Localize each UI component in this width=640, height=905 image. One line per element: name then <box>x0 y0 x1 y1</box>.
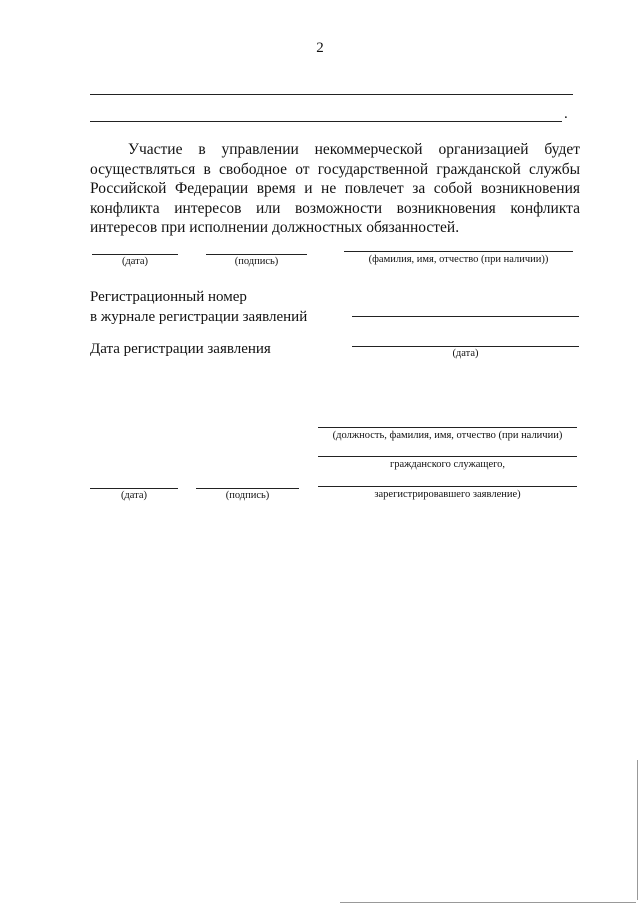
registration-date-caption: (дата) <box>452 348 479 359</box>
blank-line-2 <box>90 121 562 122</box>
registration-number-label <box>90 287 307 327</box>
registration-number-label-line2: в журнале регистрации заявлений <box>90 309 308 325</box>
scan-edge-bottom <box>340 902 636 903</box>
registration-date-label: Дата регистрации заявления <box>90 341 271 357</box>
registrar-position-caption: (должность, фамилия, имя, отчество (при наличии) <box>332 430 563 441</box>
registrar-date-line <box>90 488 178 489</box>
applicant-signature-line <box>206 254 307 255</box>
registrar-signature-line <box>196 488 299 489</box>
registration-number-label-line1: Регистрационный номер <box>90 289 247 305</box>
registration-date-line <box>352 346 579 347</box>
statement-text: Участие в управлении некоммерческой организацией будет осуществляться в свободное от государственной гражданской службы Российской Федерации время и не повлечет за собой возникновения конфликта интересов или возможности возникновения конфликта интересов при исполнении должностных обязанностей. <box>90 141 580 236</box>
statement-paragraph <box>90 140 580 238</box>
registrar-registered-caption: зарегистрировавшего заявление) <box>374 489 521 500</box>
registrar-date-caption: (дата) <box>120 490 148 501</box>
applicant-name-line <box>344 251 573 252</box>
blank-line-1 <box>90 94 573 95</box>
scan-edge-right <box>637 760 638 900</box>
registrar-position-line <box>318 427 577 428</box>
registrar-servant-caption: гражданского служащего, <box>389 459 506 470</box>
applicant-signature-caption: (подпись) <box>234 256 279 267</box>
registrar-servant-line <box>318 456 577 457</box>
applicant-name-caption: (фамилия, имя, отчество (при наличии)) <box>368 254 549 265</box>
page-number: 2 <box>316 40 324 56</box>
registrar-signature-caption: (подпись) <box>225 490 270 501</box>
registration-number-line <box>352 316 579 317</box>
registrar-registered-line <box>318 486 577 487</box>
blank-line-period: . <box>564 106 568 122</box>
applicant-date-line <box>92 254 178 255</box>
applicant-date-caption: (дата) <box>121 256 149 267</box>
